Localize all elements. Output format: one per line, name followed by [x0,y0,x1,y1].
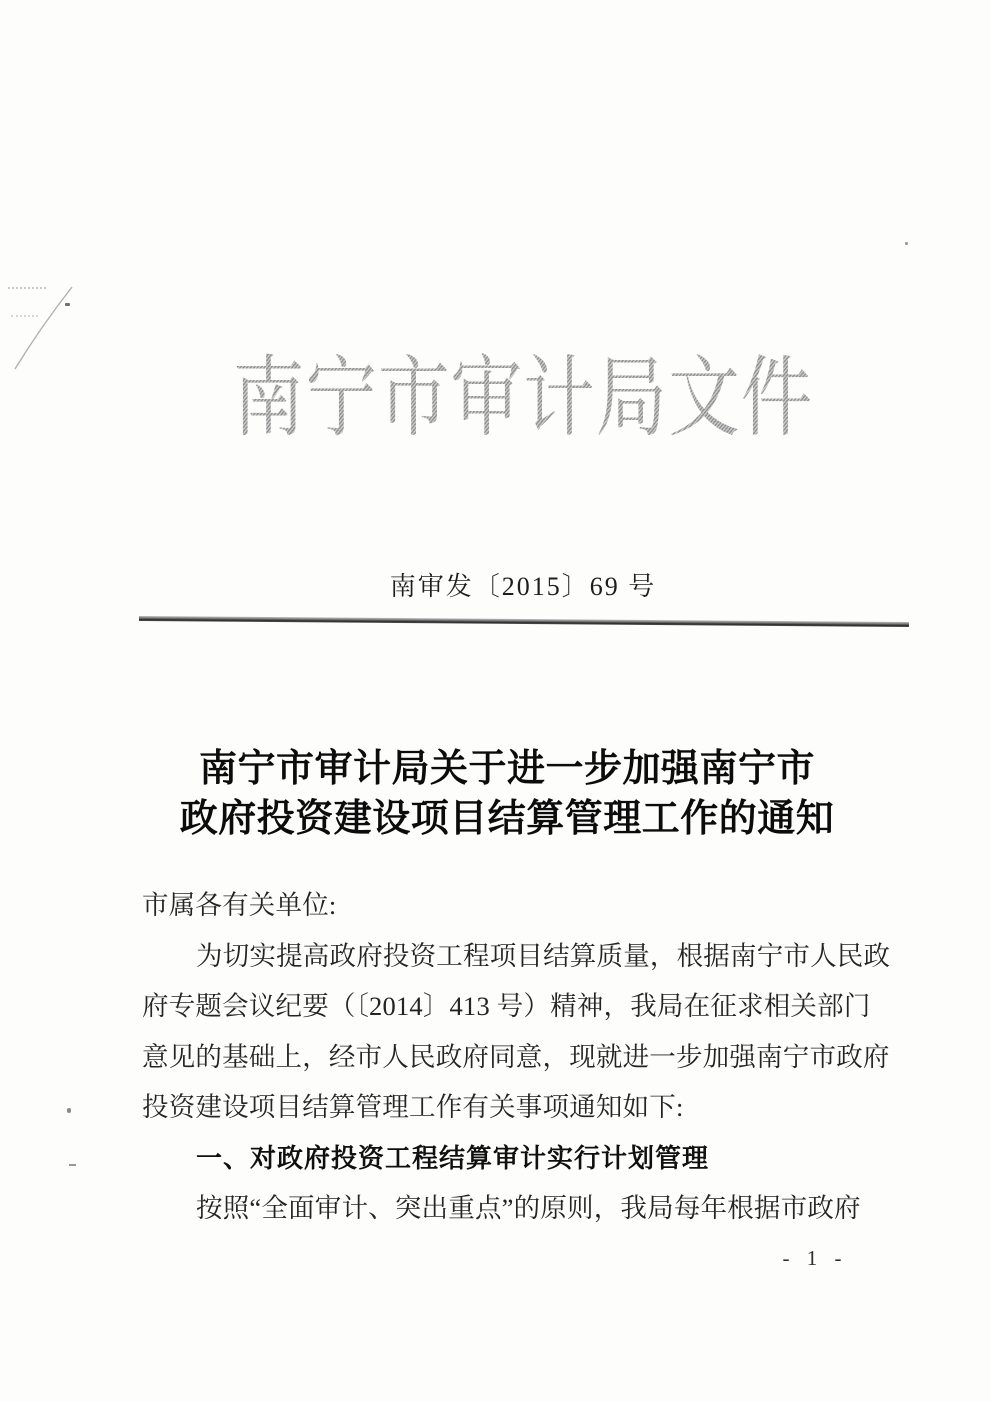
body-line: 意见的基础上，经市人民政府同意，现就进一步加强南宁市政府 [142,1041,890,1072]
letterhead [140,350,906,450]
scan-artifact-speck [65,303,70,306]
scan-artifact-speck [905,242,908,245]
scan-artifact-dotted-mark [8,287,46,289]
page-number: - 1 - [782,1246,848,1270]
salutation: 市属各有关单位: [142,890,337,920]
body-line: 投资建设项目结算管理工作有关事项通知如下: [142,1092,684,1122]
letterhead-title: 南宁市审计局文件 [232,351,814,448]
document-title [124,744,890,844]
document-body [142,880,894,1234]
document-title-line1: 南宁市审计局关于进一步加强南宁市 [198,748,815,790]
document-number: 南审发〔2015〕69 号 [389,572,657,601]
scan-artifact-dotted-mark [11,315,38,317]
document-title-line2: 政府投资建设项目结算管理工作的通知 [179,798,835,840]
body-line: 按照“全面审计、突出重点”的原则，我局每年根据市政府 [196,1193,861,1223]
scan-artifact-speck [67,1108,71,1113]
separator-rule [139,616,909,627]
scan-artifact-diagonal-line [8,280,80,375]
body-line: 府专题会议纪要（〔2014〕413 号）精神，我局在征求相关部门 [142,991,871,1021]
section-heading: 一、对政府投资工程结算审计实行计划管理 [196,1142,710,1173]
body-line: 为切实提高政府投资工程项目结算质量，根据南宁市人民政 [196,940,891,971]
scan-artifact-speck [69,1164,76,1166]
